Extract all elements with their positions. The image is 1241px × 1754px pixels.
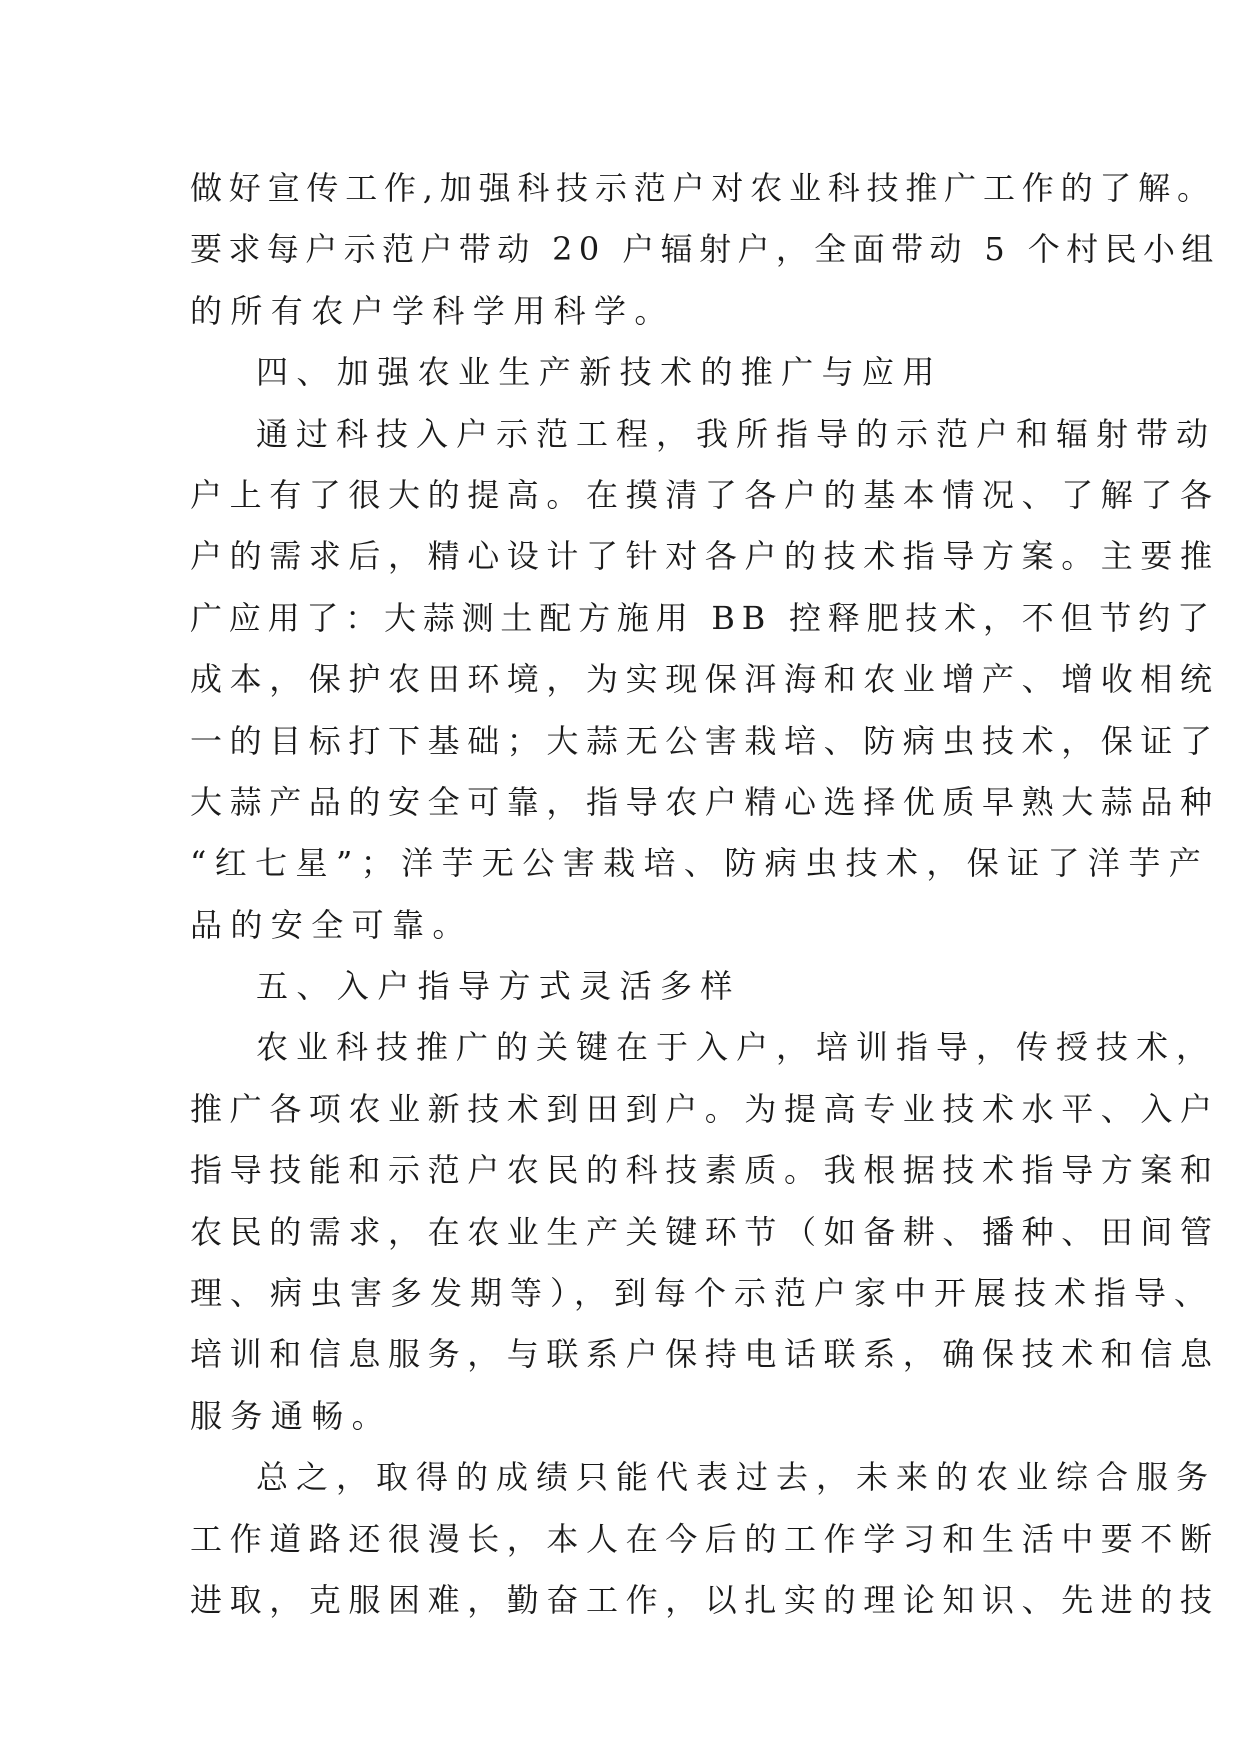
paragraph-line: 理、病虫害多发期等），到每个示范户家中开展技术指导、 bbox=[190, 1274, 1215, 1313]
paragraph-line-indented: 通过科技入户示范工程，我所指导的示范户和辐射带动 bbox=[256, 414, 1217, 453]
paragraph-line: 做好宣传工作,加强科技示范户对农业科技推广工作的了解。 bbox=[190, 169, 1216, 207]
paragraph-line: 指导技能和示范户农民的科技素质。我根据技术指导方案和 bbox=[190, 1151, 1220, 1190]
paragraph-line: 服务通畅。 bbox=[190, 1396, 393, 1435]
paragraph-line: 广应用了：大蒜测土配方施用 BB 控释肥技术，不但节约了 bbox=[190, 598, 1216, 637]
paragraph-line: 的所有农户学科学用科学。 bbox=[190, 291, 675, 330]
paragraph-line: “红七星”；洋芋无公害栽培、防病虫技术，保证了洋芋产 bbox=[190, 844, 1210, 883]
paragraph-line-indented: 四、加强农业生产新技术的推广与应用 bbox=[256, 353, 943, 392]
paragraph-line: 品的安全可靠。 bbox=[190, 905, 473, 944]
paragraph-line: 成本，保护农田环境，为实现保洱海和农业增产、增收相统 bbox=[190, 660, 1220, 699]
paragraph-line: 培训和信息服务，与联系户保持电话联系，确保技术和信息 bbox=[190, 1335, 1220, 1374]
paragraph-line: 进取，克服困难，勤奋工作，以扎实的理论知识、先进的技 bbox=[190, 1580, 1220, 1619]
paragraph-line-indented: 农业科技推广的关键在于入户，培训指导，传授技术， bbox=[256, 1028, 1217, 1067]
paragraph-line: 户的需求后，精心设计了针对各户的技术指导方案。主要推 bbox=[190, 537, 1220, 576]
document-body bbox=[190, 158, 1220, 1631]
paragraph-line: 一的目标打下基础；大蒜无公害栽培、防病虫技术，保证了 bbox=[190, 721, 1220, 760]
paragraph-line: 工作道路还很漫长，本人在今后的工作学习和生活中要不断 bbox=[190, 1519, 1220, 1558]
paragraph-line: 大蒜产品的安全可靠，指导农户精心选择优质早熟大蒜品种 bbox=[190, 782, 1220, 821]
paragraph-line: 要求每户示范户带动 20 户辐射户，全面带动 5 个村民小组 bbox=[190, 230, 1220, 269]
paragraph-line-indented: 五、入户指导方式灵活多样 bbox=[256, 967, 741, 1006]
paragraph-line: 户上有了很大的提高。在摸清了各户的基本情况、了解了各 bbox=[190, 475, 1220, 514]
paragraph-line: 农民的需求，在农业生产关键环节（如备耕、播种、田间管 bbox=[190, 1212, 1220, 1251]
paragraph-line: 推广各项农业新技术到田到户。为提高专业技术水平、入户 bbox=[190, 1089, 1220, 1128]
paragraph-line-indented: 总之，取得的成绩只能代表过去，未来的农业综合服务 bbox=[256, 1458, 1217, 1497]
